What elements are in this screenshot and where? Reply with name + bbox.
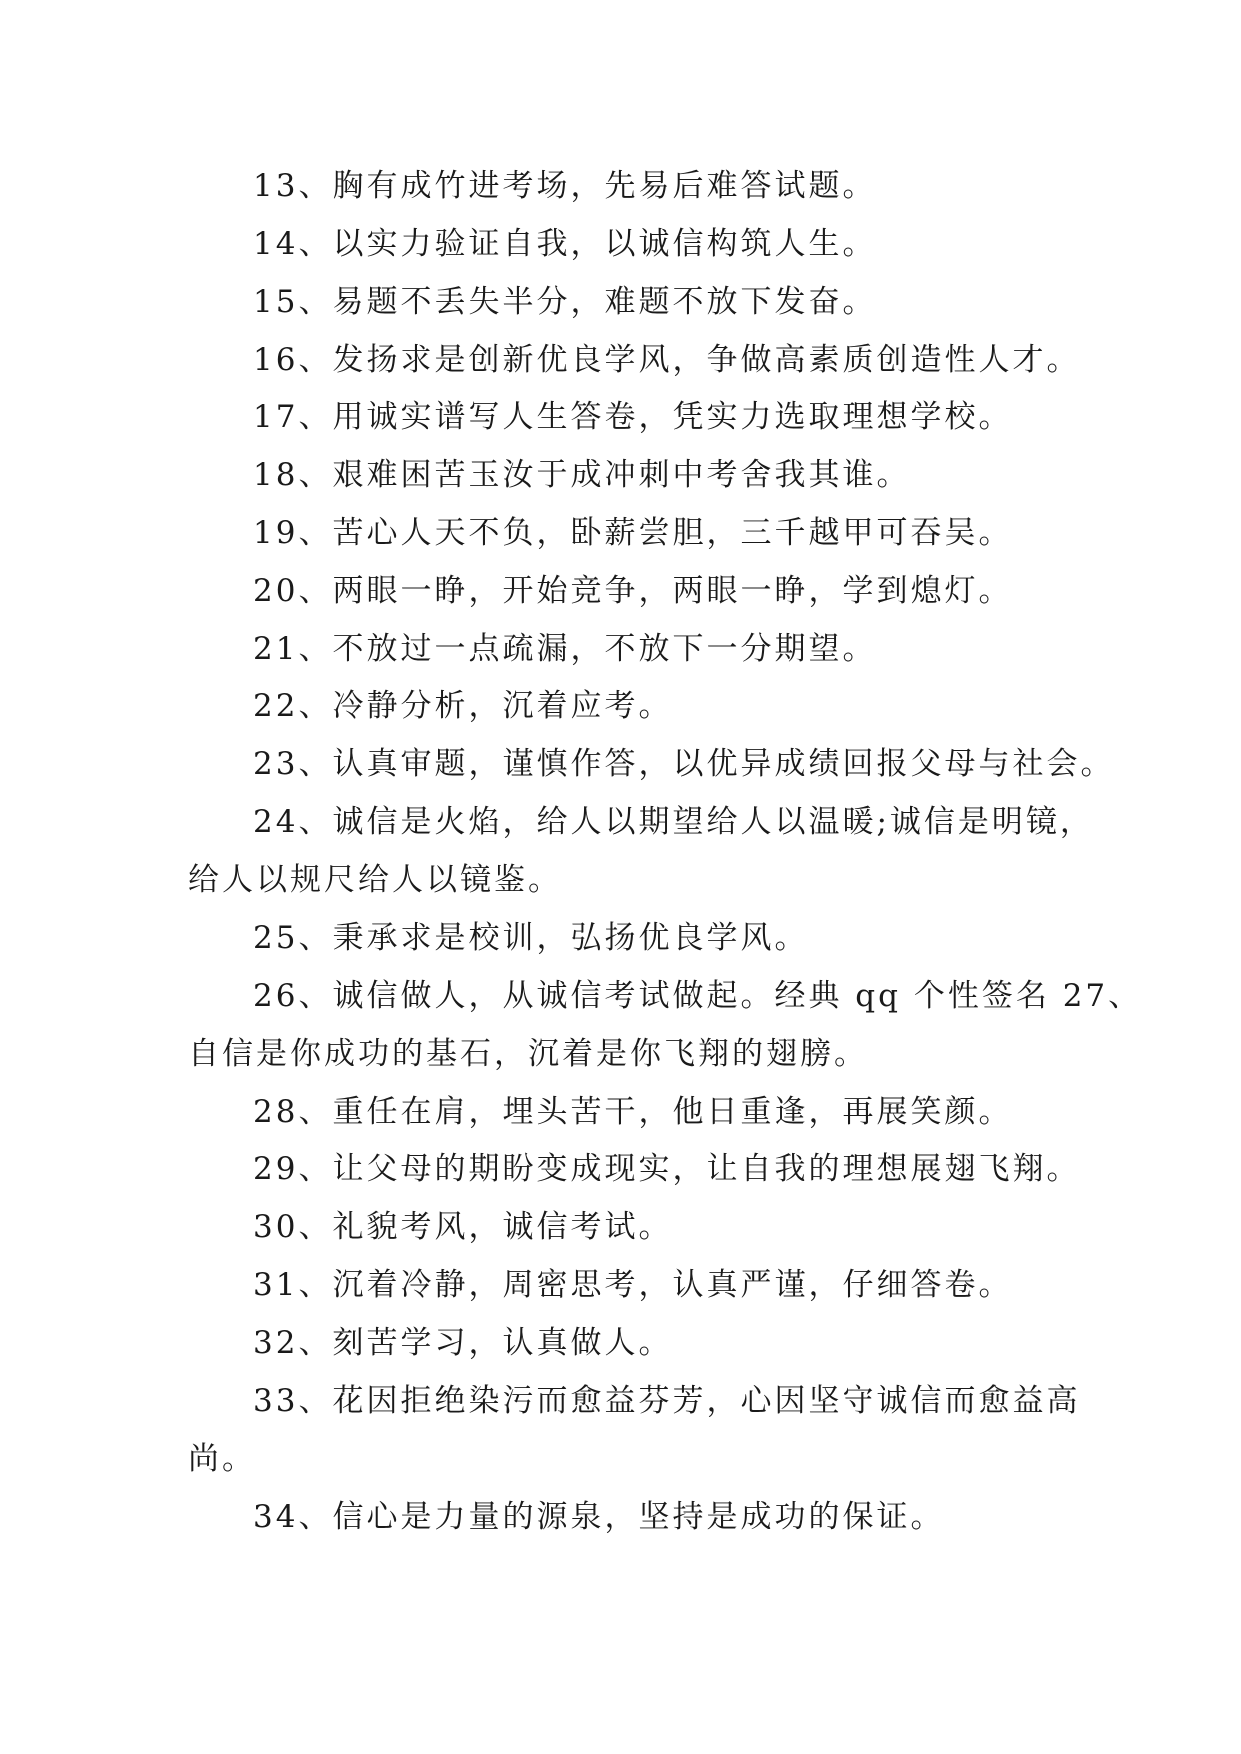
text-line: 19、苦心人天不负，卧薪尝胆，三千越甲可吞吴。 [253, 515, 1013, 551]
text-line: 22、冷静分析，沉着应考。 [253, 688, 673, 724]
text-line: 13、胸有成竹进考场，先易后难答试题。 [253, 168, 877, 204]
text-line: 自信是你成功的基石，沉着是你飞翔的翅膀。 [188, 1036, 868, 1072]
text-line: 28、重任在肩，埋头苦干，他日重逢，再展笑颜。 [253, 1094, 1013, 1130]
text-line: 16、发扬求是创新优良学风，争做高素质创造性人才。 [253, 342, 1081, 378]
text-line: 尚。 [188, 1441, 256, 1477]
text-line: 24、诚信是火焰，给人以期望给人以温暖;诚信是明镜， [253, 804, 1094, 840]
text-line: 21、不放过一点疏漏，不放下一分期望。 [253, 631, 877, 667]
text-line: 20、两眼一睁，开始竞争，两眼一睁，学到熄灯。 [253, 573, 1013, 609]
text-line: 17、用诚实谱写人生答卷，凭实力选取理想学校。 [253, 399, 1013, 435]
text-line: 23、认真审题，谨慎作答，以优异成绩回报父母与社会。 [253, 746, 1115, 782]
text-line: 18、艰难困苦玉汝于成冲刺中考舍我其谁。 [253, 457, 911, 493]
text-line: 33、花因拒绝染污而愈益芬芳，心因坚守诚信而愈益高 [253, 1383, 1081, 1419]
text-line: 34、信心是力量的源泉，坚持是成功的保证。 [253, 1499, 945, 1535]
text-line: 30、礼貌考风，诚信考试。 [253, 1209, 673, 1245]
text-line: 32、刻苦学习，认真做人。 [253, 1325, 673, 1361]
text-line: 31、沉着冷静，周密思考，认真严谨，仔细答卷。 [253, 1267, 1013, 1303]
text-line: 14、以实力验证自我，以诚信构筑人生。 [253, 226, 877, 262]
text-line: 26、诚信做人，从诚信考试做起。经典 qq 个性签名 27、 [253, 978, 1143, 1014]
text-line: 给人以规尺给人以镜鉴。 [188, 862, 562, 898]
text-line: 25、秉承求是校训，弘扬优良学风。 [253, 920, 809, 956]
text-line: 15、易题不丢失半分，难题不放下发奋。 [253, 284, 877, 320]
text-line: 29、让父母的期盼变成现实，让自我的理想展翅飞翔。 [253, 1151, 1081, 1187]
